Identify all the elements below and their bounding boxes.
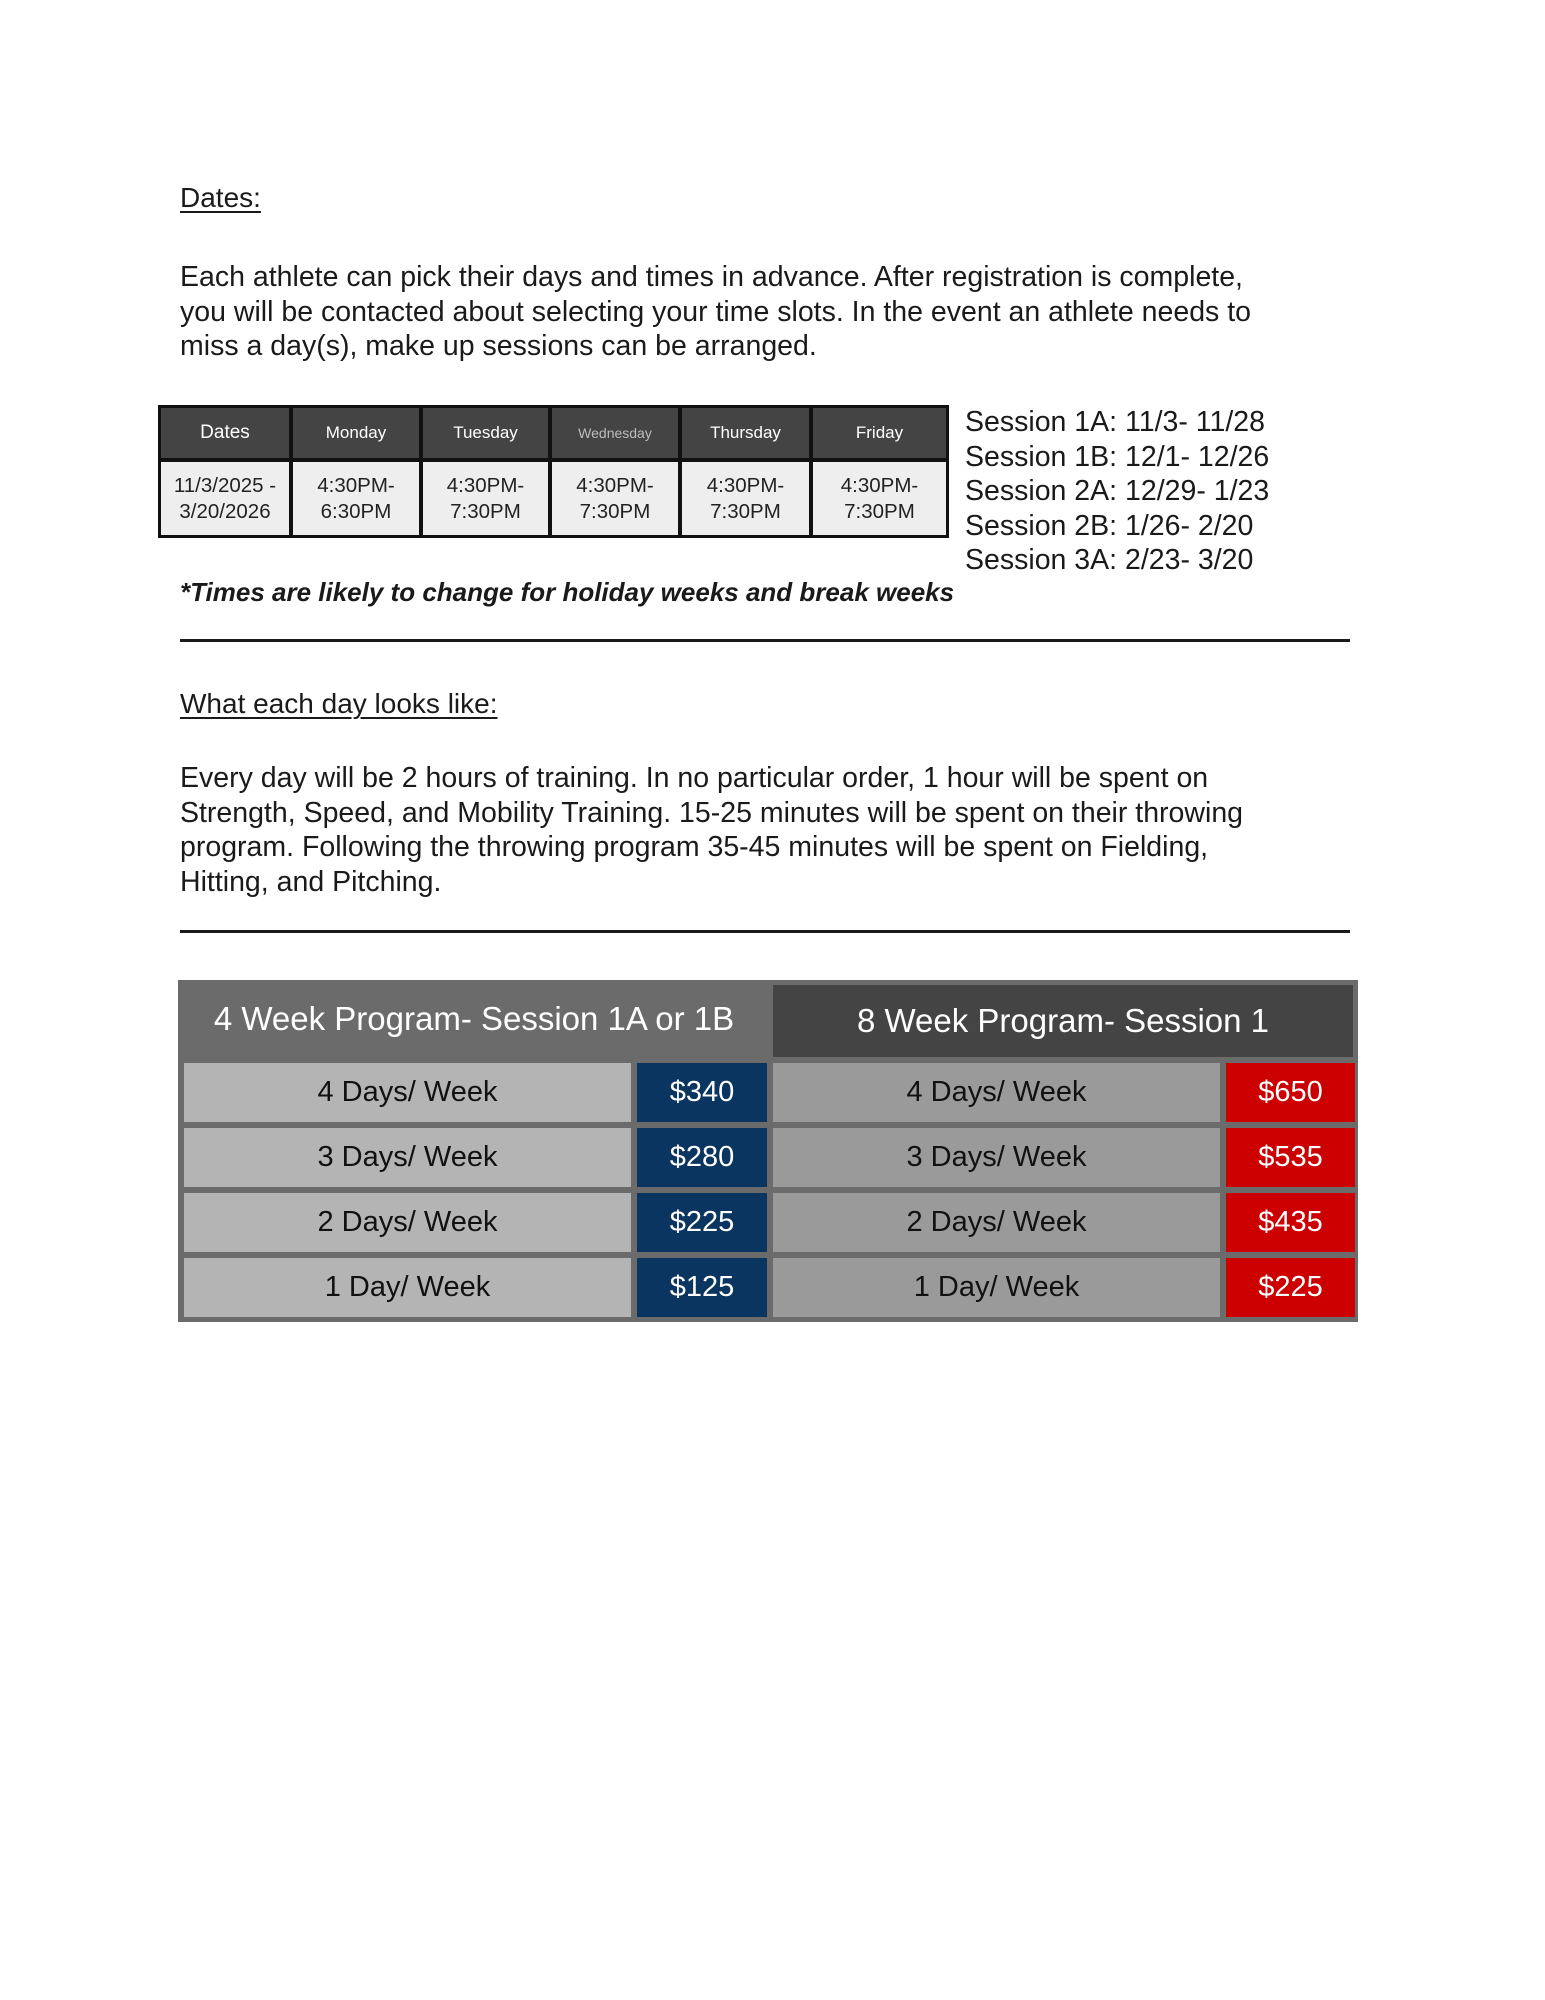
cell-tuesday xyxy=(423,462,548,535)
session-item: Session 3A: 2/23- 3/20 xyxy=(965,544,1254,577)
eight-week-label: 1 Day/ Week xyxy=(773,1258,1220,1317)
cell-wednesday xyxy=(552,462,678,535)
four-week-price: $340 xyxy=(637,1063,767,1122)
four-week-label: 4 Days/ Week xyxy=(184,1063,631,1122)
paragraph-line: miss a day(s), make up sessions can be arranged. xyxy=(180,330,817,362)
cell-dates xyxy=(161,462,289,535)
paragraph-line: Every day will be 2 hours of training. In no particular order, 1 hour will be spent on xyxy=(180,762,1209,794)
divider xyxy=(180,639,1350,642)
eight-week-price: $535 xyxy=(1226,1128,1355,1187)
day-paragraph xyxy=(180,761,1380,899)
day-heading: What each day looks like: xyxy=(180,688,498,719)
eight-week-label: 2 Days/ Week xyxy=(773,1193,1220,1252)
paragraph-line: Strength, Speed, and Mobility Training. 15-25 minutes will be spent on their throwing xyxy=(180,796,1244,829)
four-week-price: $225 xyxy=(637,1193,767,1252)
four-week-label: 1 Day/ Week xyxy=(184,1258,631,1317)
session-item: Session 1A: 11/3- 11/28 xyxy=(965,406,1265,438)
paragraph-line: program. Following the throwing program 35-45 minutes will be spent on Fielding, xyxy=(180,831,1209,863)
divider xyxy=(180,930,1350,933)
cell-monday xyxy=(293,462,419,535)
cell-line: 6:30PM xyxy=(320,499,392,523)
four-week-label: 2 Days/ Week xyxy=(184,1193,631,1252)
dates-paragraph xyxy=(180,260,1380,364)
sessions-list xyxy=(965,405,1269,578)
four-week-label: 3 Days/ Week xyxy=(184,1128,631,1187)
header-wednesday: Wednesday xyxy=(552,408,678,458)
eight-week-title: 8 Week Program- Session 1 xyxy=(773,985,1353,1057)
paragraph-line: you will be contacted about selecting your time slots. In the event an athlete needs to xyxy=(180,295,1251,328)
eight-week-price: $225 xyxy=(1226,1258,1355,1317)
eight-week-price: $650 xyxy=(1226,1063,1355,1122)
cell-line: 7:30PM xyxy=(710,499,781,523)
cell-line: 7:30PM xyxy=(579,499,651,523)
cell-line: 11/3/2025 - xyxy=(173,473,277,497)
header-tuesday: Tuesday xyxy=(423,408,548,458)
cell-line: 4:30PM- xyxy=(576,473,654,497)
cell-line: 4:30PM- xyxy=(840,473,919,497)
cell-line: 4:30PM- xyxy=(446,473,525,497)
cell-line: 7:30PM xyxy=(450,499,521,523)
header-thursday: Thursday xyxy=(682,408,809,458)
four-week-title: 4 Week Program- Session 1A or 1B xyxy=(213,1000,735,1037)
cell-line: 4:30PM- xyxy=(706,473,785,497)
four-week-price: $125 xyxy=(637,1258,767,1317)
schedule-table xyxy=(158,405,949,538)
header-friday: Friday xyxy=(813,408,946,458)
cell-line: 7:30PM xyxy=(844,499,915,523)
cell-friday xyxy=(813,462,946,535)
session-item: Session 2A: 12/29- 1/23 xyxy=(965,475,1270,508)
times-note: *Times are likely to change for holiday weeks and break weeks xyxy=(180,577,955,607)
eight-week-label: 4 Days/ Week xyxy=(773,1063,1220,1122)
cell-thursday xyxy=(682,462,809,535)
header-dates: Dates xyxy=(161,408,289,458)
dates-heading: Dates: xyxy=(180,182,261,213)
cell-line: 3/20/2026 xyxy=(179,499,271,523)
paragraph-line: Each athlete can pick their days and times in advance. After registration is complete, xyxy=(180,261,1243,293)
four-week-price: $280 xyxy=(637,1128,767,1187)
eight-week-price: $435 xyxy=(1226,1193,1355,1252)
session-item: Session 1B: 12/1- 12/26 xyxy=(965,440,1270,473)
session-item: Session 2B: 1/26- 2/20 xyxy=(965,509,1254,542)
pricing-table xyxy=(178,980,1358,1322)
cell-line: 4:30PM- xyxy=(317,473,395,497)
eight-week-label: 3 Days/ Week xyxy=(773,1128,1220,1187)
paragraph-line: Hitting, and Pitching. xyxy=(180,865,442,898)
header-monday: Monday xyxy=(293,408,419,458)
